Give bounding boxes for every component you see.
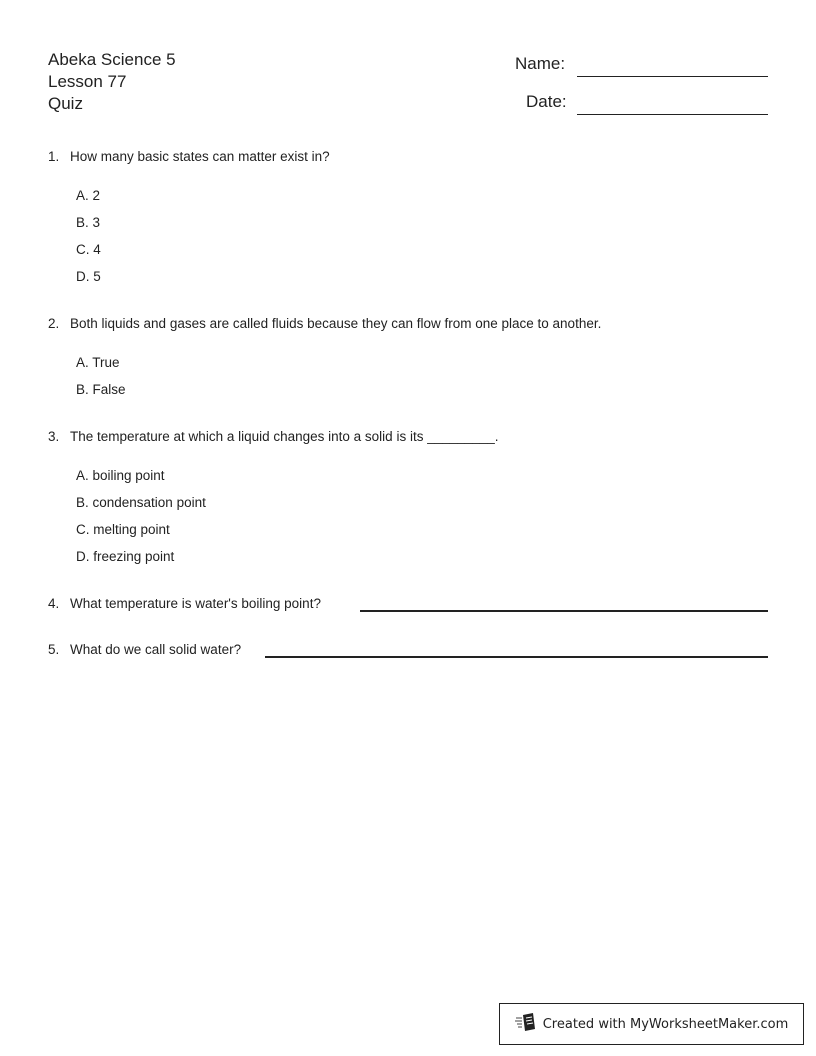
option[interactable]: C. 4 (76, 242, 101, 257)
option[interactable]: D. 5 (76, 269, 101, 284)
lesson-title: Lesson 77 (48, 72, 127, 91)
name-field-line[interactable] (577, 76, 768, 77)
option[interactable]: B. condensation point (76, 495, 206, 510)
footer-credit[interactable] (499, 1003, 804, 1045)
answer-line[interactable] (360, 610, 768, 612)
question-number: 4. (48, 596, 60, 611)
option[interactable]: A. 2 (76, 188, 101, 203)
question-text: The temperature at which a liquid changes into a solid is its _________. (70, 429, 499, 444)
option[interactable]: D. freezing point (76, 549, 175, 564)
answer-line[interactable] (265, 656, 768, 658)
question-number: 2. (48, 316, 60, 331)
question-text: Both liquids and gases are called fluids because they can flow from one place to another. (70, 316, 602, 331)
worksheet-logo-icon (515, 1012, 537, 1036)
question-text: How many basic states can matter exist in? (70, 149, 330, 164)
question-text: What temperature is water's boiling point? (70, 596, 321, 611)
quiz-title: Quiz (48, 94, 83, 113)
option[interactable]: C. melting point (76, 522, 170, 537)
question-text: What do we call solid water? (70, 642, 242, 657)
question-number: 3. (48, 429, 60, 444)
course-title: Abeka Science 5 (48, 50, 176, 69)
option[interactable]: B. False (76, 382, 126, 397)
option[interactable]: A. True (76, 355, 120, 370)
name-label: Name: (515, 54, 566, 73)
option[interactable]: A. boiling point (76, 468, 165, 483)
footer-text: Created with MyWorksheetMaker.com (542, 1016, 789, 1032)
date-field-line[interactable] (577, 114, 768, 115)
option[interactable]: B. 3 (76, 215, 101, 230)
date-label: Date: (526, 92, 567, 111)
question-number: 5. (48, 642, 60, 657)
question-number: 1. (48, 149, 60, 164)
